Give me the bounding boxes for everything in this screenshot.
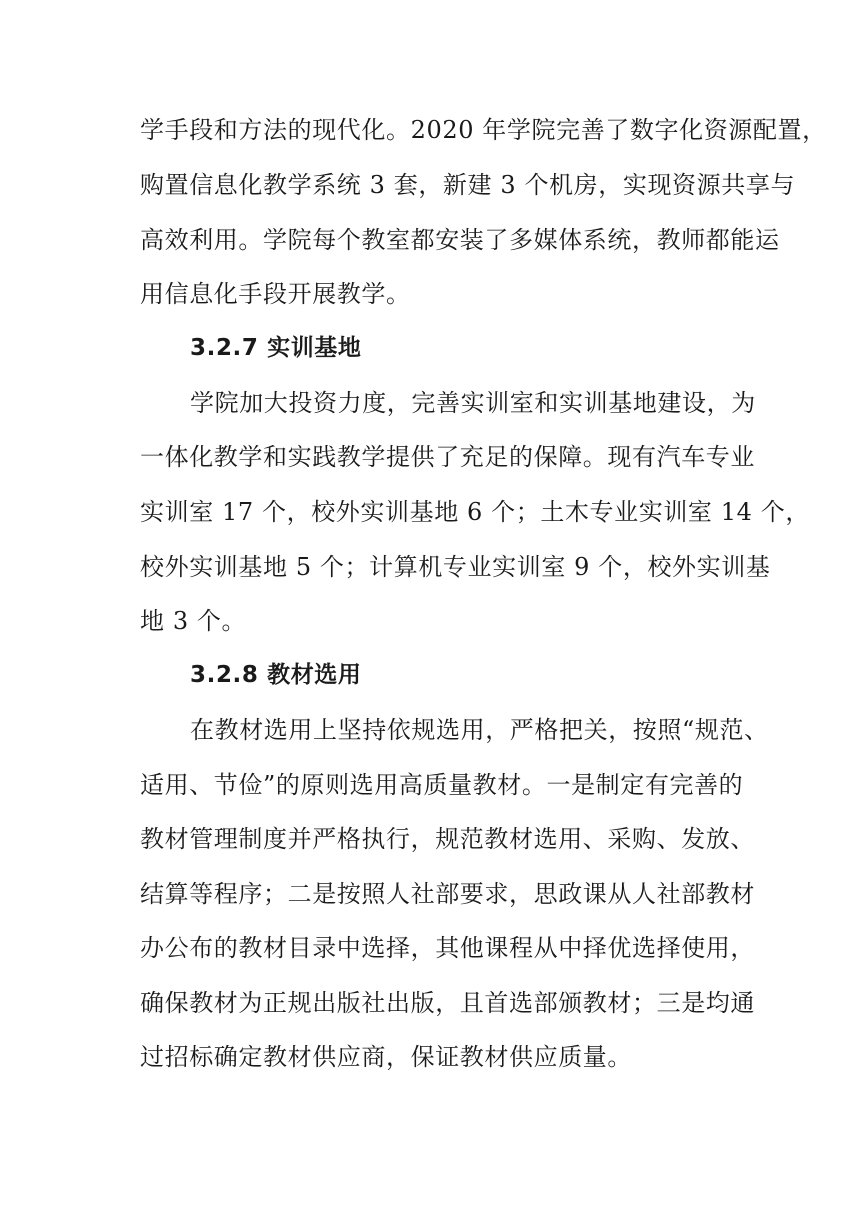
text-line: 结算等程序；二是按照人社部要求，思政课从人社部教材 (140, 880, 755, 908)
text-line: 用信息化手段开展教学。 (140, 280, 411, 308)
text-line: 适用、节俭”的原则选用高质量教材。一是制定有完善的 (140, 771, 744, 799)
text-line: 确保教材为正规出版社出版，且首选部颁教材；三是均通 (140, 989, 755, 1017)
text-line: 一体化教学和实践教学提供了充足的保障。现有汽车专业 (140, 443, 755, 471)
text-line: 过招标确定教材供应商，保证教材供应质量。 (140, 1043, 632, 1071)
text-line: 学院加大投资力度，完善实训室和实训基地建设，为 (190, 389, 756, 417)
heading-text: 3.2.8 教材选用 (190, 662, 362, 688)
text-line: 高效利用。学院每个教室都安装了多媒体系统，教师都能运 (140, 226, 780, 254)
text-line: 地 3 个。 (140, 607, 247, 635)
heading-text: 3.2.7 实训基地 (190, 335, 362, 361)
text-line: 学手段和方法的现代化。2020 年学院完善了数字化资源配置， (140, 116, 827, 144)
text-line: 购置信息化教学系统 3 套，新建 3 个机房，实现资源共享与 (140, 171, 796, 199)
text-line: 办公布的教材目录中选择，其他课程从中择优选择使用， (140, 934, 755, 962)
text-line: 校外实训基地 5 个；计算机专业实训室 9 个，校外实训基 (140, 553, 771, 581)
text-line: 教材管理制度并严格执行，规范教材选用、采购、发放、 (140, 825, 755, 853)
text-line: 实训室 17 个，校外实训基地 6 个；土木专业实训室 14 个， (140, 498, 810, 526)
text-line: 在教材选用上坚持依规选用，严格把关，按照“规范、 (190, 716, 769, 744)
